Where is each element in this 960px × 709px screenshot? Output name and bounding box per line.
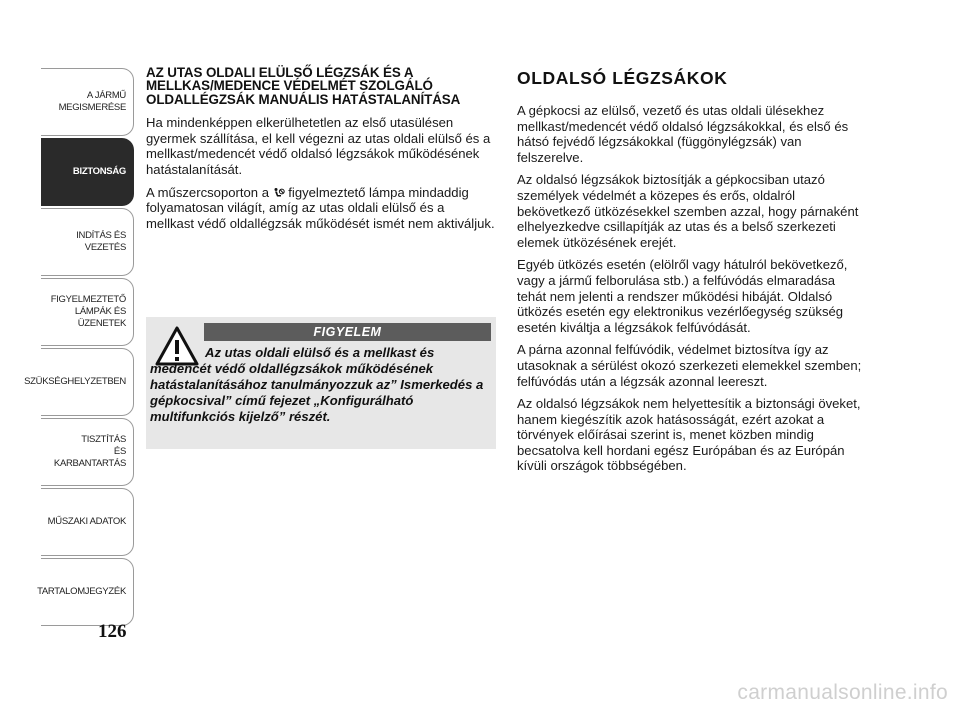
- tab-label: SZÜKSÉGHELYZETBEN: [24, 376, 126, 387]
- tab-label: FIGYELMEZTETŐ LÁMPÁK ÉS ÜZENETEK: [50, 294, 126, 329]
- tab-label: A JÁRMŰ MEGISMERÉSE: [58, 90, 126, 113]
- tab-tartalomjegyzek[interactable]: [37, 558, 134, 626]
- tab-label: TISZTÍTÁS ÉS KARBANTARTÁS: [53, 434, 126, 469]
- right-column: [517, 68, 867, 481]
- tab-label: BIZTONSÁG: [72, 166, 126, 177]
- paragraph: Az oldalsó légzsákok biztosítják a gépkocsiban utazó személyek védelmét a közepes és erős, oldalról bekövetkező ütközésekkel szemben azzal, hogy párnaként elhelyezkedve csillapítják az utas és a belső szerkezeti elemek ütközésének erejét.: [517, 172, 859, 250]
- section-heading: AZ UTAS OLDALI ELÜLSŐ LÉGZSÁK ÉS A MELLKAS/MEDENCE VÉDELMÉT SZOLGÁLÓ OLDALLÉGZSÁK MANUÁLIS HATÁSTALANÍTÁSA: [146, 65, 461, 107]
- warning-box: [146, 317, 496, 449]
- tab-figyelmezteto-lampak[interactable]: [41, 278, 134, 346]
- tab-muszaki-adatok[interactable]: [41, 488, 134, 556]
- tab-label: TARTALOMJEGYZÉK: [37, 586, 126, 597]
- paragraph: A gépkocsi az elülső, vezető és utas oldali ülésekhez mellkast/medencét védő oldalsó légzsákokkal, és első és hátsó fejvédő légzsákokkal (függönylégzsák) van felszerelve.: [517, 103, 849, 165]
- watermark: carmanualsonline.info: [737, 681, 948, 704]
- warning-text: Az utas oldali elülső és a mellkast és medencét védő oldallégzsákok működésének hatástalanításához tanulmányozzuk az” Ismerkedés a gépkocsival” című fejezet „Konfigurálható multifunkciós kijelző” részét.: [150, 345, 484, 424]
- left-column: [146, 66, 496, 238]
- tab-tisztitas-es-karbantartas[interactable]: [41, 418, 134, 486]
- tab-szukseghelyzetben[interactable]: [24, 348, 134, 416]
- paragraph-text-end: figyelmeztető lámpa mindaddig folyamatosan világít, amíg az utas oldali elülső és a mellkast védő oldallégzsák működését ismét nem aktiváljuk.: [146, 184, 495, 231]
- chapter-tabs: [24, 68, 134, 628]
- paragraph-text-start: A műszercsoporton a: [146, 184, 273, 200]
- paragraph: Egyéb ütközés esetén (elölről vagy hátulról bekövetkező, vagy a jármű felborulása stb.) a felfúvódás elmaradása tehát nem jelenti a rendszer működési hibáját. Oldalsó ütközés esetén egy elektronikus vezérlőegység szükség esetén kiváltja a légzsákok felfúvódását.: [517, 257, 848, 335]
- paragraph: Az oldalsó légzsákok nem helyettesítik a biztonsági öveket, hanem kiegészítik azok hatásosságát, ezért azokat a törvények előírásai szerint is, menet közben mindig becsatolva kell hordani egész Európában és az Európán kívüli országok többségében.: [517, 396, 861, 474]
- warning-title: FIGYELEM: [204, 323, 491, 341]
- tab-a-jarmu-megismerese[interactable]: [41, 68, 134, 136]
- airbag-off-warning-icon: [273, 187, 285, 199]
- tab-label: INDÍTÁS ÉS VEZETÉS: [76, 230, 126, 253]
- tab-inditas-es-vezetes[interactable]: [41, 208, 134, 276]
- tab-biztonsag[interactable]: [41, 138, 134, 206]
- paragraph: Ha mindenképpen elkerülhetetlen az első utasülésen gyermek szállítása, el kell végezni az utas oldali elülső és a mellkast/medencét védő oldalsó légzsákok működésének hatástalanítását.: [146, 115, 491, 177]
- paragraph-with-icon: [146, 185, 496, 232]
- tab-label: MŰSZAKI ADATOK: [47, 516, 126, 527]
- page-title: OLDALSÓ LÉGZSÁKOK: [517, 68, 728, 88]
- page-number: 126: [98, 621, 127, 642]
- paragraph: A párna azonnal felfúvódik, védelmet biztosítva így az utasoknak a sérülést okozó szerkezeti elemekkel szemben; felfúvódás után a légzsák azonnal leereszt.: [517, 342, 862, 389]
